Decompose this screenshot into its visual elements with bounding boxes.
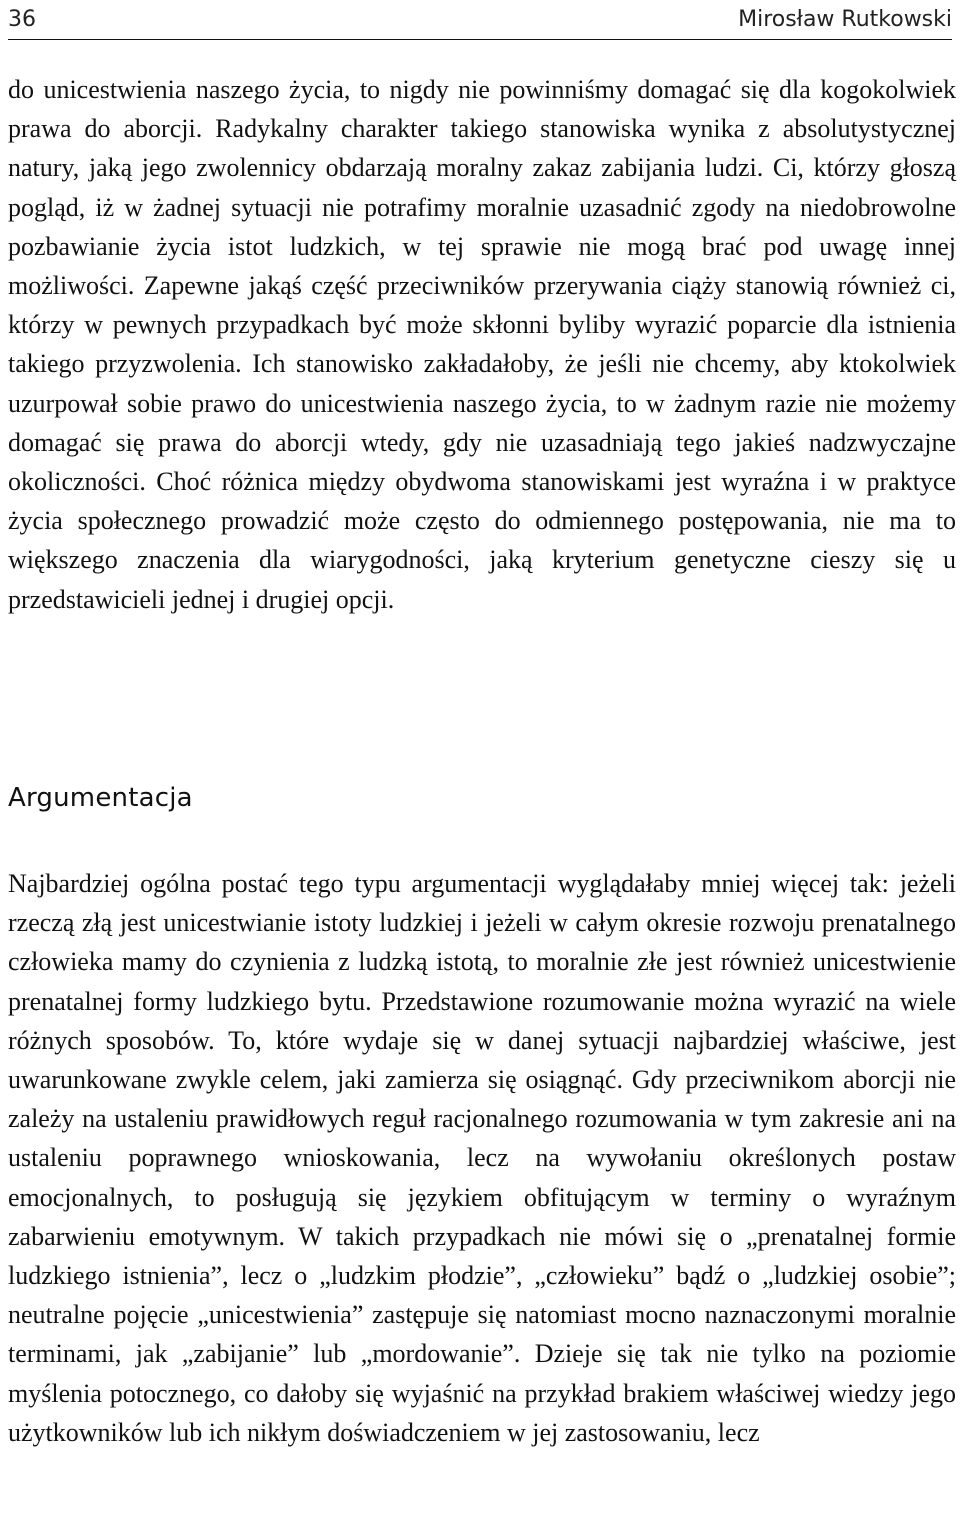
body-paragraph-2: Najbardziej ogólna postać tego typu argumentacji wyglądałaby mniej więcej tak: jeżeli rzeczą złą jest unicestwianie istoty ludzkiej i jeżeli w całym okresie rozwoju prenatalnego człowieka mamy do czynienia z ludzką istotą, to moralnie złe jest również unicestwienie prenatalnej formy ludzkiego bytu. Przedstawione rozumowanie można wyrazić na wiele różnych sposobów. To, które wydaje się w danej sytuacji najbardziej właściwe, jest uwarunkowane zwykle celem, jaki zamierza się osiągnąć. Gdy przeciwnikom aborcji nie zależy na ustaleniu prawidłowych reguł racjonalnego rozumowania w tym zakresie ani na ustaleniu poprawnego wnioskowania, lecz na wywołaniu określonych postaw emocjonalnych, to posługują się językiem obfitującym w terminy o wyraźnym zabarwieniu emotywnym. W takich przypadkach nie mówi się o „prenatalnej formie ludzkiego istnienia”, lecz o „ludzkim płodzie”, „człowieku” bądź o „ludzkiej osobie”; neutralne pojęcie „unicestwienia” zastępuje się natomiast mocno naznaczonymi moralnie terminami, jak „zabijanie” lub „mordowanie”. Dzieje się tak nie tylko na poziomie myślenia potocznego, co dałoby się wyjaśnić na przykład brakiem właściwej wiedzy jego użytkowników lub ich nikłym doświadczeniem w jej zastosowaniu, lecz <box>8 869 956 1447</box>
page-number: 36 <box>8 6 36 32</box>
section-heading: Argumentacja <box>8 783 193 813</box>
header-rule <box>8 39 952 40</box>
body-paragraph-1: do unicestwienia naszego życia, to nigdy nie powinniśmy domagać się dla kogokolwiek prawa do aborcji. Radykalny charakter takiego stanowiska wynika z absolutystycznej natury, jaką jego zwolennicy obdarzają moralny zakaz zabijania ludzi. Ci, którzy głoszą pogląd, iż w żadnej sytuacji nie potrafimy moralnie uzasadnić zgody na niedobrowolne pozbawianie życia istot ludzkich, w tej sprawie nie mogą brać pod uwagę innej możliwości. Zapewne jakąś część przeciwników przerywania ciąży stanowią również ci, którzy w pewnych przypadkach być może skłonni byliby wyrazić poparcie dla istnienia takiego przyzwolenia. Ich stanowisko zakładałoby, że jeśli nie chcemy, aby ktokolwiek uzurpował sobie prawo do unicestwienia naszego życia, to w żadnym razie nie możemy domagać się prawa do aborcji wtedy, gdy nie uzasadniają tego jakieś nadzwyczajne okoliczności. Choć różnica między obydwoma stanowiskami jest wyraźna i w praktyce życia społecznego prowadzić może często do odmiennego postępowania, nie ma to większego znaczenia dla wiarygodności, jaką kryterium genetyczne cieszy się u przedstawicieli jednej i drugiej opcji. <box>8 75 956 614</box>
running-head-author: Mirosław Rutkowski <box>738 6 952 32</box>
running-head <box>8 4 952 34</box>
